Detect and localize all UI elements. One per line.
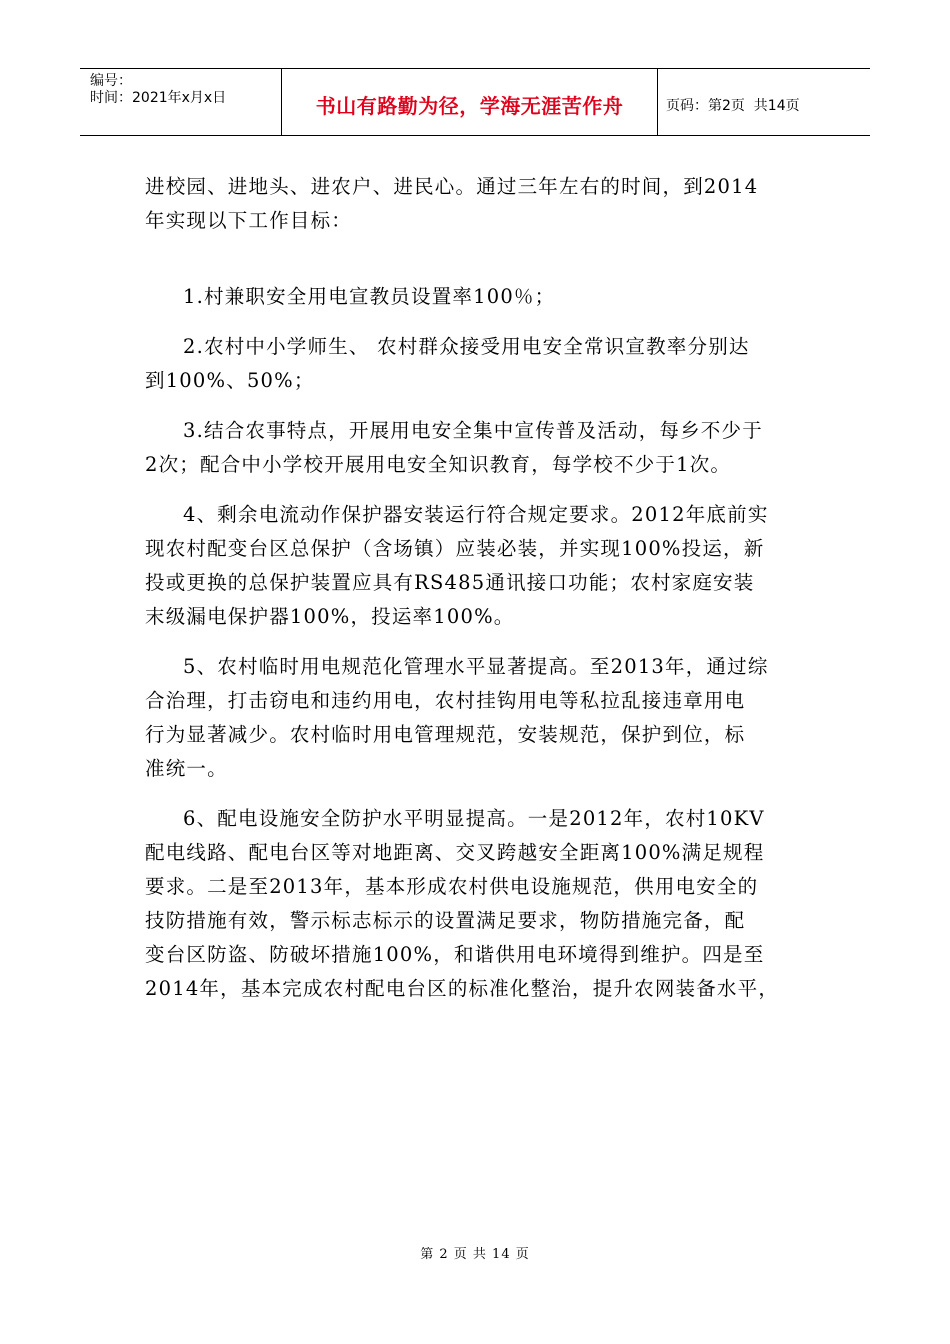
page-footer: 第 2 页 共 14 页 bbox=[420, 1247, 530, 1262]
body-line: 末级漏电保护器100%，投运率100%。 bbox=[145, 605, 515, 628]
body-line: 配电线路、配电台区等对地距离、交叉跨越安全距离100%满足规程 bbox=[145, 841, 765, 864]
header-motto-cell bbox=[282, 69, 658, 135]
header-meta-cell bbox=[80, 69, 282, 135]
body-line: 1.村兼职安全用电宣教员设置率100％； bbox=[183, 285, 556, 308]
document-number-label: 编号： bbox=[90, 73, 132, 89]
document-date-label: 时间：2021年x月x日 bbox=[90, 90, 227, 106]
body-line: 行为显著减少。农村临时用电管理规范，安装规范，保护到位，标 bbox=[145, 723, 746, 746]
body-line: 到100%、50%； bbox=[145, 369, 315, 392]
header-page-cell bbox=[658, 69, 870, 135]
header-motto: 书山有路勤为径，学海无涯苦作舟 bbox=[315, 93, 624, 118]
body-line: 技防措施有效，警示标志标示的设置满足要求，物防措施完备，配 bbox=[145, 909, 746, 932]
body-line: 变台区防盗、防破坏措施100%，和谐供用电环境得到维护。四是至 bbox=[145, 943, 765, 966]
body-line: 2.农村中小学师生、 农村群众接受用电安全常识宣教率分别达 bbox=[183, 335, 750, 358]
body-line: 3.结合农事特点，开展用电安全集中宣传普及活动，每乡不少于 bbox=[183, 419, 763, 442]
body-line: 要求。二是至2013年，基本形成农村供电设施规范，供用电安全的 bbox=[145, 875, 759, 898]
body-line: 年实现以下工作目标： bbox=[145, 209, 353, 232]
document-body bbox=[145, 170, 810, 1006]
body-line: 2014年，基本完成农村配电台区的标准化整治，提升农网装备水平， bbox=[145, 977, 780, 1000]
body-line: 合治理，打击窃电和违约用电，农村挂钩用电等私拉乱接违章用电 bbox=[145, 689, 746, 712]
header-page-info: 页码：第2页 共14页 bbox=[666, 98, 800, 114]
body-line: 2次；配合中小学校开展用电安全知识教育，每学校不少于1次。 bbox=[145, 453, 732, 476]
body-line: 5、农村临时用电规范化管理水平显著提高。至2013年，通过综 bbox=[183, 655, 769, 678]
body-line: 投或更换的总保护装置应具有RS485通讯接口功能；农村家庭安装 bbox=[145, 571, 755, 594]
body-line: 4、剩余电流动作保护器安装运行符合规定要求。2012年底前实 bbox=[183, 503, 769, 526]
document-header bbox=[80, 68, 870, 136]
body-line: 进校园、进地头、进农户、进民心。通过三年左右的时间，到2014 bbox=[145, 175, 759, 198]
body-line: 现农村配变台区总保护（含场镇）应装必装，并实现100%投运，新 bbox=[145, 537, 765, 560]
body-line: 准统一。 bbox=[145, 757, 228, 780]
body-line: 6、配电设施安全防护水平明显提高。一是2012年，农村10KV bbox=[183, 807, 765, 830]
